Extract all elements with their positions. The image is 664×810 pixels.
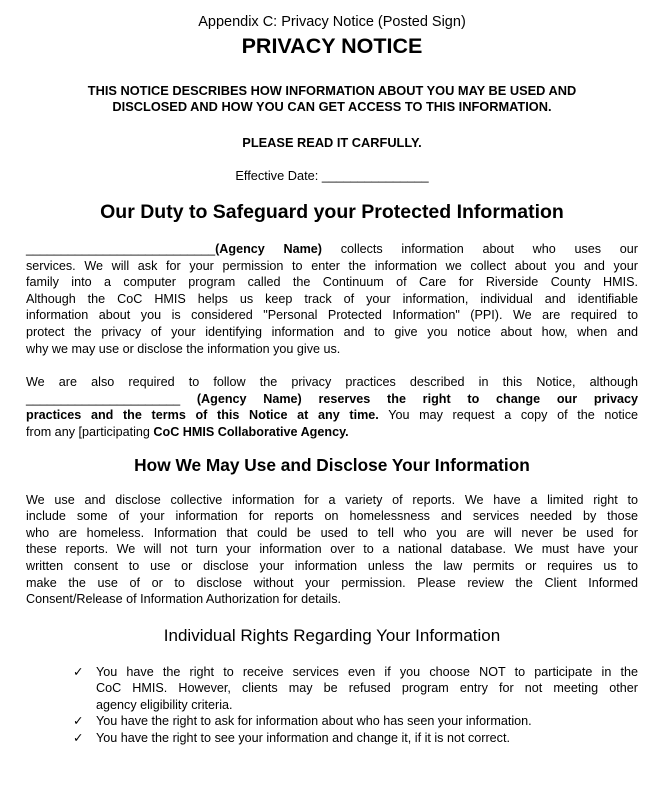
duty-p2-line-1: We are also required to follow the privacy practices described in this Notice, although: [26, 375, 638, 390]
duty-p1-line-1-rest: collects information about who uses our: [322, 242, 638, 256]
duty-p1-line-7: why we may use or disclose the information you give us.: [26, 341, 341, 356]
use-line-6: make the use of or to disclose without your permission. Please review the Client Informed: [26, 575, 638, 590]
duty-p1-line-4: Although the CoC HMIS helps us keep track of your information, individual and identifiable: [26, 291, 638, 306]
duty-paragraph-1: [26, 241, 638, 357]
rights-item-3: You have the right to see your information and change it, if it is not correct.: [96, 731, 510, 746]
notice-description: [26, 83, 638, 115]
notice-description-line-1: THIS NOTICE DESCRIBES HOW INFORMATION ABOUT YOU MAY BE USED AND: [87, 83, 577, 98]
individual-rights-heading: Individual Rights Regarding Your Information: [163, 625, 501, 645]
collaborative-agency: CoC HMIS Collaborative Agency.: [153, 424, 349, 439]
duty-heading: Our Duty to Safeguard your Protected Information: [100, 201, 564, 223]
rights-list: [26, 664, 638, 747]
effective-date-label: Effective Date:: [235, 168, 322, 183]
privacy-notice-page: [0, 14, 664, 810]
duty-p2-line-3-rest: You may request a copy of the notice: [378, 408, 638, 423]
duty-p1-line-2: services. We will ask for your permission to enter the information we collect about you and your: [26, 258, 638, 273]
read-carefully-notice: PLEASE READ IT CARFULLY.: [242, 135, 422, 150]
use-line-7: Consent/Release of Information Authorization for details.: [26, 592, 342, 607]
agency-reserves-right: (Agency Name) reserves the right to change our privacy: [180, 391, 638, 406]
agency-name-blank-1: ___________________________: [26, 242, 216, 256]
duty-p2-line-2: [26, 391, 638, 408]
duty-p2-line-3: [26, 407, 638, 424]
use-line-4: these reports. We will not turn your information over to a national database. We must have your: [26, 542, 638, 557]
checkmark-icon: ✓: [73, 731, 84, 746]
page-title: PRIVACY NOTICE: [241, 34, 423, 58]
privacy-practices-terms: practices and the terms of this Notice at any time.: [26, 408, 379, 423]
rights-list-item: [26, 730, 638, 747]
duty-p2-line-4: [26, 424, 638, 441]
duty-p1-line-5: information about you is considered "Personal Protected Information" (PPI). We are required to: [26, 308, 638, 323]
use-line-3: who are homeless. Information that could be used to tell who you are will never be used for: [26, 525, 638, 540]
rights-item-2: You have the right to ask for information about who has seen your information.: [96, 714, 532, 729]
rights-item-1-line-3: agency eligibility criteria.: [96, 697, 233, 712]
checkmark-icon: ✓: [73, 714, 84, 729]
rights-list-item: [26, 713, 638, 730]
duty-p1-line-6: protect the privacy of your identifying information and to give you notice about how, when and: [26, 324, 638, 339]
use-disclose-paragraph: [26, 492, 638, 608]
checkmark-icon: ✓: [73, 664, 84, 679]
rights-item-text: [96, 713, 638, 730]
use-line-5: written consent to use or disclose your information unless the law permits or requires us to: [26, 558, 638, 573]
effective-date-blank: _______________: [321, 168, 429, 183]
use-line-1: We use and disclose collective information for a variety of reports. We have a limited right to: [26, 492, 638, 507]
use-line-2: include some of your information for reports on homelessness and services needed by those: [26, 509, 638, 524]
rights-item-text: [96, 730, 638, 747]
rights-item-1-line-2: CoC HMIS. However, clients may be refused program entry for not meeting other: [96, 681, 638, 696]
agency-name-blank-2: ______________________: [26, 391, 181, 406]
appendix-label: Appendix C: Privacy Notice (Posted Sign): [198, 14, 466, 30]
rights-item-text: [96, 664, 638, 714]
rights-list-item: [26, 664, 638, 714]
duty-p1-line-3: family into a computer program called the Continuum of Care for Riverside County HMIS.: [26, 275, 638, 290]
duty-p2-line-4-pre: from any [participating: [26, 424, 154, 439]
effective-date: [26, 168, 638, 184]
rights-item-1-line-1: You have the right to receive services even if you choose NOT to participate in the: [96, 664, 638, 679]
notice-description-line-2: DISCLOSED AND HOW YOU CAN GET ACCESS TO THIS INFORMATION.: [112, 99, 552, 114]
agency-name-label-1: (Agency Name): [215, 242, 323, 256]
duty-p1-line-1: [26, 241, 638, 258]
duty-paragraph-2: [26, 374, 638, 440]
use-disclose-heading: How We May Use and Disclose Your Information: [134, 454, 530, 475]
